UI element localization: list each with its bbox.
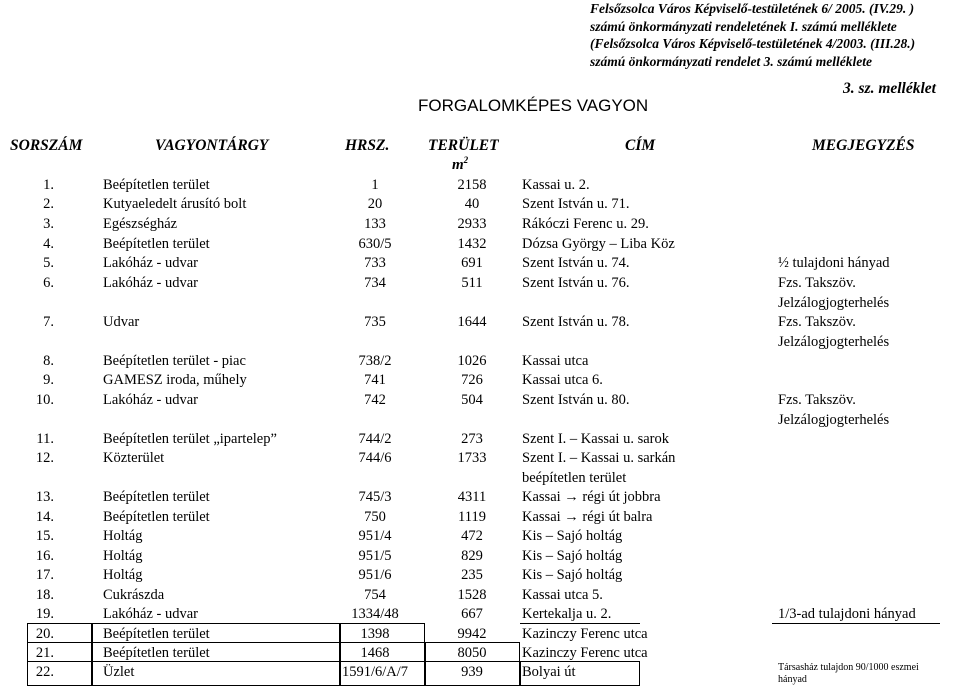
row-hrsz: 744/2 <box>358 431 392 447</box>
row-item: GAMESZ iroda, műhely <box>103 372 247 388</box>
row-address: Kis – Sajó holtág <box>522 528 623 544</box>
row-hrsz: 951/6 <box>358 567 392 583</box>
col-header-terulet: TERÜLET <box>428 137 499 154</box>
row-number: 4. <box>43 236 54 252</box>
row-area: 504 <box>461 392 483 408</box>
row-item: Beépítetlen terület <box>103 236 210 252</box>
row-area: 9942 <box>457 626 487 642</box>
row-address: Kazinczy Ferenc utca <box>522 645 648 661</box>
row-item: Lakóház - udvar <box>103 392 199 408</box>
row-area: 1026 <box>457 353 487 369</box>
row-item: Beépítetlen terület <box>103 626 210 642</box>
row-item: Lakóház - udvar <box>103 606 199 622</box>
row-item: Beépítetlen terület „ipartelep” <box>103 431 277 447</box>
row-item: Holtág <box>103 548 143 564</box>
row-note-cont: Jelzálogjogterhelés <box>778 334 890 350</box>
row-area: 1733 <box>457 450 487 466</box>
row-number: 17. <box>35 567 54 583</box>
table-row <box>0 429 960 449</box>
row-hrsz: 1398 <box>360 626 390 642</box>
row-item: Közterület <box>103 450 165 466</box>
header-line-1: Felsőzsolca Város Képviselő-testületének 6/ 2005. (IV.29. ) <box>590 1 915 16</box>
row-area: 2158 <box>457 177 487 193</box>
row-number: 8. <box>43 353 54 369</box>
row-number: 13. <box>35 489 54 505</box>
table-row <box>0 175 960 195</box>
header-line-3: (Felsőzsolca Város Képviselő-testületének 4/2003. (III.28.) <box>590 36 916 51</box>
row-number: 21. <box>35 645 54 661</box>
row-address-cont: beépítetlen terület <box>522 470 627 486</box>
row-address: Szent István u. 78. <box>522 314 630 330</box>
row-hrsz: 1591/6/A/7 <box>341 664 409 680</box>
row-note-cont: Jelzálogjogterhelés <box>778 412 890 428</box>
row-number: 15. <box>35 528 54 544</box>
row-area: 691 <box>461 255 483 271</box>
row-number: 10. <box>35 392 54 408</box>
row-note: Társasház tulajdon 90/1000 eszmei <box>778 662 919 673</box>
grid-cell <box>92 642 340 662</box>
row-address: Bolyai út <box>522 664 576 680</box>
row-item: Egészségház <box>103 216 178 232</box>
grid-cell <box>340 623 425 643</box>
table-row <box>0 546 960 566</box>
row-number: 1. <box>43 177 54 193</box>
table-row <box>0 526 960 546</box>
row-number: 22. <box>35 664 54 680</box>
row-address: Szent István u. 80. <box>522 392 630 408</box>
row-note-cont: hányad <box>778 674 807 685</box>
table-row <box>0 448 960 486</box>
row-number: 7. <box>43 314 54 330</box>
row-number: 12. <box>35 450 54 466</box>
row-address: Kassai utca 6. <box>522 372 603 388</box>
row-note-cont: Jelzálogjogterhelés <box>778 295 890 311</box>
row-hrsz: 951/5 <box>358 548 392 564</box>
row-hrsz: 733 <box>364 255 386 271</box>
row-address: Szent István u. 76. <box>522 275 630 291</box>
row-number: 9. <box>43 372 54 388</box>
table-row <box>0 253 960 273</box>
row-item: Beépítetlen terület <box>103 177 210 193</box>
row-item: Holtág <box>103 567 143 583</box>
row-note: ½ tulajdoni hányad <box>778 255 890 271</box>
row-hrsz: 20 <box>367 196 383 212</box>
row-hrsz: 630/5 <box>358 236 392 252</box>
row-number: 3. <box>43 216 54 232</box>
row-area: 1119 <box>458 509 486 525</box>
row-address: Dózsa György – Liba Köz <box>522 236 675 252</box>
row-address: Szent I. – Kassai u. sarkán <box>522 450 676 466</box>
row-hrsz: 1468 <box>360 645 390 661</box>
row-area: 1528 <box>457 587 487 603</box>
document-header <box>590 0 915 70</box>
table-row <box>0 273 960 311</box>
table-row <box>0 507 960 527</box>
row-area: 667 <box>461 606 483 622</box>
row-note: Fzs. Takszöv. <box>778 392 856 408</box>
row-hrsz: 754 <box>364 587 386 603</box>
row-area: 472 <box>461 528 483 544</box>
page-title: FORGALOMKÉPES VAGYON <box>418 96 649 115</box>
grid-cell <box>340 661 425 686</box>
row-item: Beépítetlen terület <box>103 645 210 661</box>
row-address: Szent István u. 71. <box>522 196 630 212</box>
row-item: Lakóház - udvar <box>103 275 199 291</box>
row-hrsz: 750 <box>364 509 386 525</box>
col-header-megjegyzes: MEGJEGYZÉS <box>812 137 915 154</box>
grid-cell <box>425 661 520 686</box>
divider-line <box>520 623 640 624</box>
row-number: 19. <box>35 606 54 622</box>
grid-cell <box>27 661 92 686</box>
grid-cell <box>520 661 640 686</box>
table-row <box>0 234 960 254</box>
header-line-4: számú önkormányzati rendelet 3. számú melléklete <box>590 53 873 69</box>
row-area: 2933 <box>457 216 487 232</box>
row-hrsz: 951/4 <box>358 528 392 544</box>
row-area: 235 <box>461 567 483 583</box>
grid-cell <box>27 623 92 643</box>
row-item: Kutyaeledelt árusító bolt <box>103 196 247 212</box>
annex-label: 3. sz. melléklet <box>843 80 936 97</box>
table-row <box>0 487 960 507</box>
header-line-2: számú önkormányzati rendeletének I. számú melléklete <box>590 18 897 34</box>
row-number: 14. <box>35 509 54 525</box>
row-hrsz: 1 <box>371 177 379 193</box>
row-number: 18. <box>35 587 54 603</box>
row-hrsz: 133 <box>364 216 386 232</box>
row-area: 511 <box>461 275 483 291</box>
row-area: 726 <box>461 372 483 388</box>
row-hrsz: 734 <box>364 275 386 291</box>
row-address: Szent István u. 74. <box>522 255 630 271</box>
row-area: 40 <box>464 196 480 212</box>
row-note: 1/3-ad tulajdoni hányad <box>778 606 916 622</box>
col-header-terulet-unit: $m^2$ <box>452 155 469 173</box>
row-address: Szent I. – Kassai u. sarok <box>522 431 669 447</box>
table-row <box>0 214 960 234</box>
grid-cell <box>92 623 340 643</box>
table-row <box>0 194 960 214</box>
col-header-sorszam: SORSZÁM <box>10 137 83 154</box>
row-address: Kazinczy Ferenc utca <box>522 626 648 642</box>
row-hrsz: 742 <box>364 392 386 408</box>
row-area: 273 <box>461 431 483 447</box>
row-address: Kassai → régi út jobbra <box>522 489 661 505</box>
grid-cell <box>425 642 520 662</box>
row-number: 16. <box>35 548 54 564</box>
row-area: 829 <box>461 548 483 564</box>
row-item: Beépítetlen terület <box>103 489 210 505</box>
row-area: 4311 <box>457 489 487 505</box>
row-number: 5. <box>43 255 54 271</box>
table-row <box>0 312 960 350</box>
divider-line <box>772 623 940 624</box>
row-address: Rákóczi Ferenc u. 29. <box>522 216 649 232</box>
row-hrsz: 738/2 <box>358 353 392 369</box>
col-header-cim: CÍM <box>625 137 656 154</box>
grid-cell <box>340 642 425 662</box>
row-item: Udvar <box>103 314 140 330</box>
row-item: Cukrászda <box>103 587 165 603</box>
row-item: Beépítetlen terület <box>103 509 210 525</box>
row-item: Holtág <box>103 528 143 544</box>
table-row <box>0 390 960 428</box>
row-hrsz: 1334/48 <box>351 606 399 622</box>
row-note: Fzs. Takszöv. <box>778 314 856 330</box>
row-address: Kassai u. 2. <box>522 177 590 193</box>
row-number: 6. <box>43 275 54 291</box>
row-number: 11. <box>36 431 54 447</box>
col-header-hrsz: HRSZ. <box>345 137 390 154</box>
row-hrsz: 741 <box>364 372 386 388</box>
row-area: 1432 <box>457 236 487 252</box>
row-hrsz: 735 <box>364 314 386 330</box>
grid-cell <box>27 642 92 662</box>
row-number: 20. <box>35 626 54 642</box>
row-item: Lakóház - udvar <box>103 255 199 271</box>
table-row <box>0 604 960 624</box>
row-area: 8050 <box>457 645 487 661</box>
table-row <box>0 565 960 585</box>
col-header-vagyontargy: VAGYONTÁRGY <box>155 137 269 154</box>
row-area: 939 <box>461 664 483 680</box>
row-address: Kis – Sajó holtág <box>522 567 623 583</box>
row-item: Beépítetlen terület - piac <box>103 353 246 369</box>
table-row <box>0 370 960 390</box>
row-hrsz: 745/3 <box>358 489 392 505</box>
row-address: Kassai utca 5. <box>522 587 603 603</box>
row-note: Fzs. Takszöv. <box>778 275 856 291</box>
row-address: Kis – Sajó holtág <box>522 548 623 564</box>
row-area: 1644 <box>457 314 487 330</box>
table-row <box>0 351 960 371</box>
grid-cell <box>92 661 340 686</box>
row-address: Kassai utca <box>522 353 589 369</box>
table-row <box>0 585 960 605</box>
row-number: 2. <box>43 196 54 212</box>
row-address: Kertekalja u. 2. <box>522 606 612 622</box>
row-address: Kassai → régi út balra <box>522 509 653 525</box>
row-item: Üzlet <box>103 664 135 680</box>
row-hrsz: 744/6 <box>358 450 392 466</box>
